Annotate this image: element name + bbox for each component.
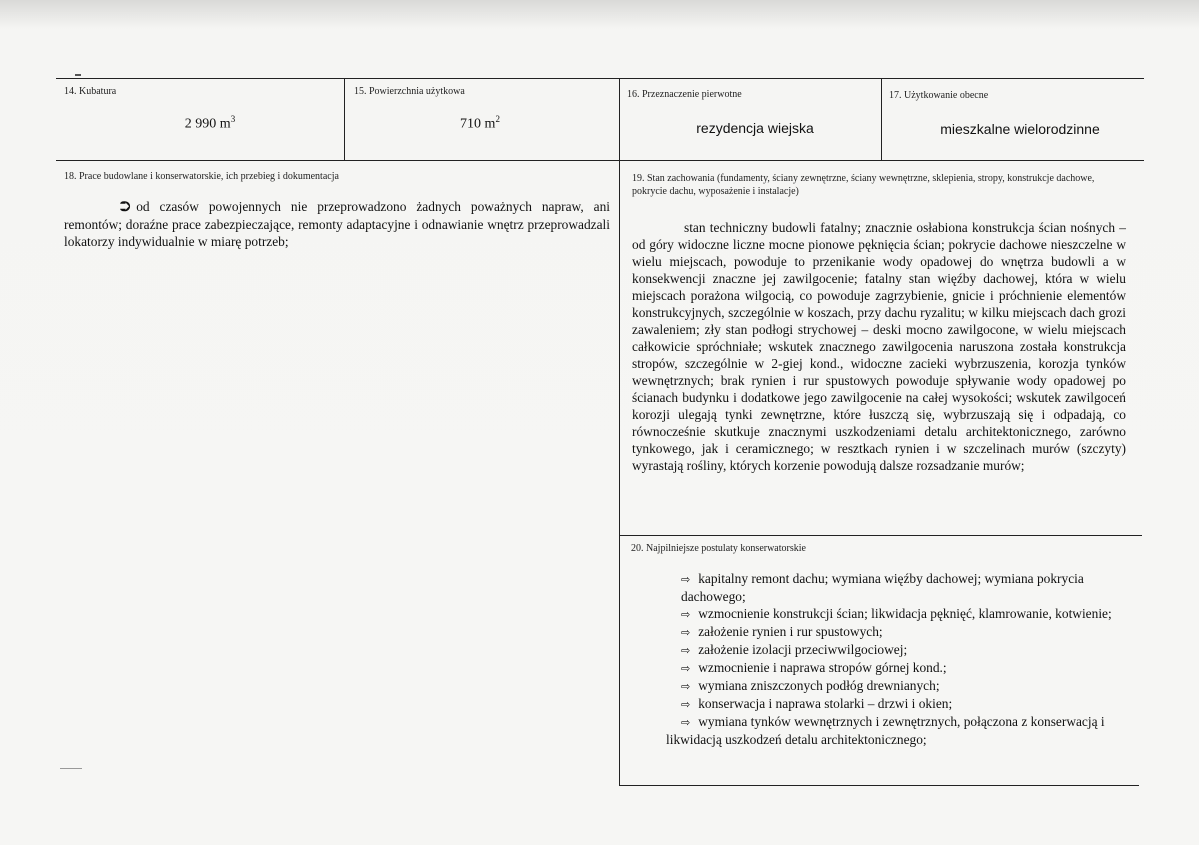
scan-shadow xyxy=(0,0,1199,28)
list-item: ⇨ wymiana zniszczonych podłóg drewnianych; xyxy=(681,678,940,693)
powierzchnia-unit-exponent: 2 xyxy=(495,114,500,124)
col-divider-2 xyxy=(619,78,620,786)
przeznaczenie-label: 16. Przeznaczenie pierwotne xyxy=(627,89,742,100)
scan-mark xyxy=(75,74,81,76)
uzytkowanie-value: mieszkalne wielorodzinne xyxy=(940,121,1100,137)
powierzchnia-value xyxy=(420,114,540,133)
list-item: ⇨ wymiana tynków wewnętrznych i zewnętrznych, połączona z konserwacją i likwidacją uszkodzeń detalu architektonicznego; xyxy=(666,714,1105,747)
kubatura-label: 14. Kubatura xyxy=(64,86,117,97)
col-divider-3 xyxy=(881,78,882,161)
list-item: ⇨ wzmocnienie i naprawa stropów górnej kond.; xyxy=(681,660,947,675)
postulaty-list xyxy=(666,570,1127,748)
section18-body: od czasów powojennych nie przeprowadzono żadnych poważnych napraw, ani remontów; doraźne prace zabezpieczające, remonty adaptacyjne i odnawianie wnętrz przeprowadzali lokatorzy indywidualnie w miarę potrzeb; xyxy=(64,199,610,249)
row-divider xyxy=(56,160,1144,161)
kubatura-unit-exponent: 3 xyxy=(230,114,236,124)
bottom-rule xyxy=(619,785,1139,786)
list-item: ⇨ założenie izolacji przeciwwilgociowej; xyxy=(681,642,908,657)
curved-arrow-icon: ⮊ xyxy=(120,200,131,215)
section19-text: stan techniczny budowli fatalny; znacznie osłabiona konstrukcja ścian nośnych – od góry widoczne liczne mocne pionowe pęknięcia ścian; pokrycie dachowe nieszczelne w wielu miejscach, powoduje to przenikanie wody opadowej do wnętrza budowli a w konsekwencji znaczne jej zawilgocenie; fatalny stan więźby dachowej, która w wielu miejscach porażona wilgocią, co powoduje zagrzybienie, gnicie i próchnienie elementów konstrukcyjnych, szczególnie w koszach, przy dachu ryzalitu; w kilku miejscach dach grozi zawaleniem; zły stan podłogi strychowej – deski mocno zawilgocone, w wielu miejscach całkowicie spróchniałe; wskutek znacznego zawilgocenia naruszona została konstrukcja stropów, szczególnie w 2-giej kond., widoczne zacieki wybrzuszenia, korozja tynków wewnętrznych; brak rynien i rur spustowych powoduje spływanie wody opadowej po ścianach budynku i dodatkowe jego zawilgocenie na całej wysokości; wskutek zawilgoceń korozji ulegają tynki zewnętrzne, które łuszczą się, wybrzuszają się i odpadają, co równocześnie skutkuje znacznymi uszkodzeniami detalu architektonicznego, zarówno tynkowego, jak i ceramicznego; w resztkach rynien i w szczelinach murów (szczyty) wyrastają rośliny, których korzenie powodują dalsze rozsadzanie murów; xyxy=(632,220,1126,473)
section19-label: 19. Stan zachowania (fundamenty, ściany zewnętrzne, ściany wewnętrzne, sklepienia, stropy, konstrukcje dachowe, pokrycie dachu, wyposażenie i instalacje) xyxy=(632,173,1095,197)
outline-arrow-right-icon: ⇨ xyxy=(681,608,691,621)
section18-label: 18. Prace budowlane i konserwatorskie, ich przebieg i dokumentacja xyxy=(64,171,339,182)
kubatura-value xyxy=(150,114,270,133)
section20-top-rule xyxy=(619,535,1142,536)
list-item: ⇨ konserwacja i naprawa stolarki – drzwi i okien; xyxy=(681,696,953,711)
outline-arrow-right-icon: ⇨ xyxy=(681,626,691,639)
scan-mark xyxy=(60,768,82,769)
outline-arrow-right-icon: ⇨ xyxy=(681,644,691,657)
list-item: ⇨ wzmocnienie konstrukcji ścian; likwidacja pęknięć, klamrowanie, kotwienie; xyxy=(681,606,1112,621)
section20-label: 20. Najpilniejsze postulaty konserwatorskie xyxy=(631,543,806,554)
outline-arrow-right-icon: ⇨ xyxy=(681,573,691,586)
outline-arrow-right-icon: ⇨ xyxy=(681,662,691,675)
kubatura-number: 2 990 m xyxy=(184,116,231,132)
list-item: ⇨ założenie rynien i rur spustowych; xyxy=(681,624,883,639)
przeznaczenie-value: rezydencja wiejska xyxy=(696,120,814,136)
col-divider-1 xyxy=(344,78,345,161)
powierzchnia-label: 15. Powierzchnia użytkowa xyxy=(354,86,465,97)
outline-arrow-right-icon: ⇨ xyxy=(681,698,691,711)
uzytkowanie-label: 17. Użytkowanie obecne xyxy=(889,90,989,101)
list-item: ⇨ kapitalny remont dachu; wymiana więźby dachowej; wymiana pokrycia dachowego; xyxy=(681,571,1084,604)
section18-text xyxy=(64,198,610,250)
outline-arrow-right-icon: ⇨ xyxy=(681,716,691,729)
top-rule xyxy=(56,78,1144,79)
outline-arrow-right-icon: ⇨ xyxy=(681,680,691,693)
powierzchnia-number: 710 m xyxy=(460,116,496,132)
